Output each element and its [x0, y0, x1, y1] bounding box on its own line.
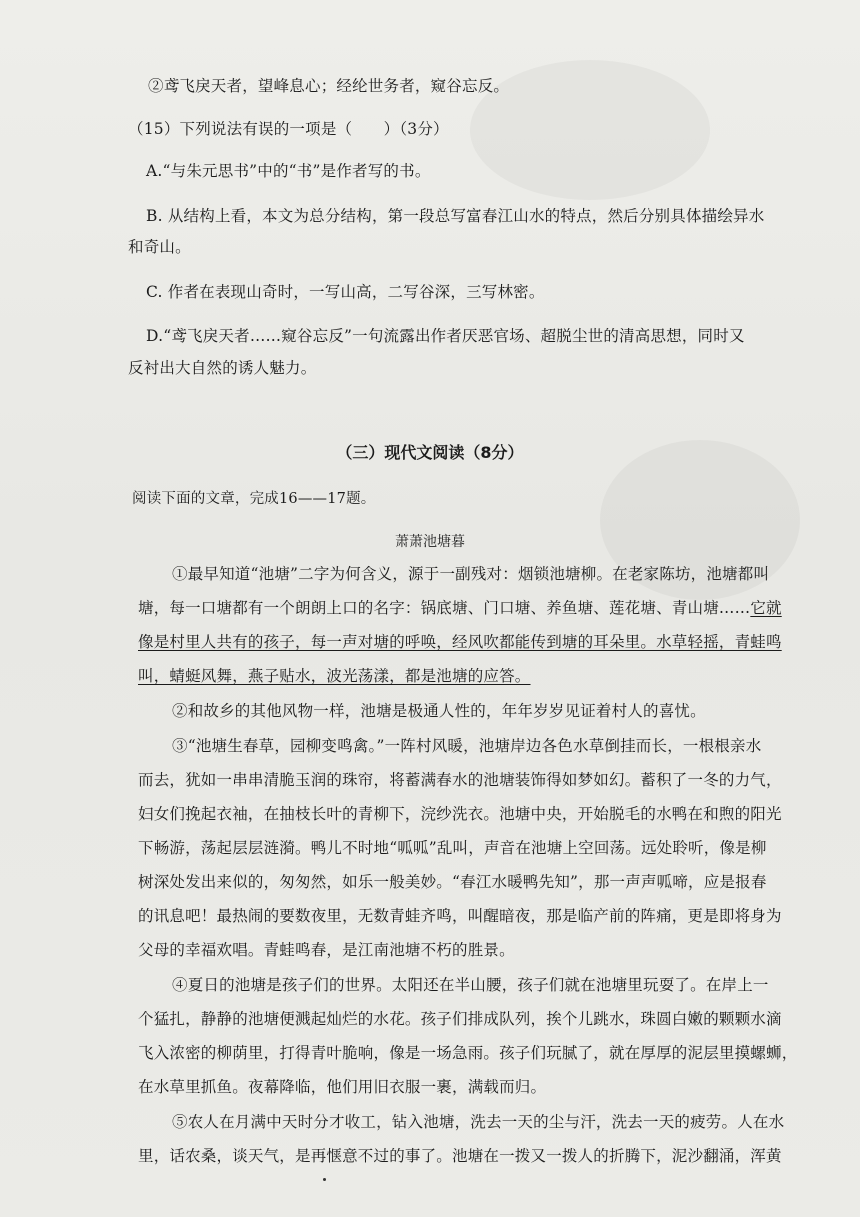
paragraph-5-line-2: 里，话农桑，谈天气，是再惬意不过的事了。池塘在一拨又一拨人的折腾下，泥沙翻涌，浑黄 — [138, 1147, 782, 1165]
paragraph-1-line-1: ①最早知道“池塘”二字为何含义，源于一副残对：烟锁池塘柳。在老家陈坊，池塘都叫 — [172, 565, 770, 583]
paragraph-2: ②和故乡的其他风物一样，池塘是极通人性的，年年岁岁见证着村人的喜忧。 — [172, 702, 706, 720]
paragraph-1-line-3: 像是村里人共有的孩子，每一声对塘的呼唤，经风吹都能传到塘的耳朵里。水草轻摇，青蛙鸣 — [138, 633, 782, 651]
paragraph-3-line-2: 而去，犹如一串串清脆玉润的珠帘，将蓄满春水的池塘装饰得如梦如幻。蓄积了一冬的力气， — [138, 771, 782, 789]
paragraph-3-line-7: 父母的幸福欢唱。青蛙鸣春，是江南池塘不朽的胜景。 — [138, 941, 515, 959]
q15-option-d-line2: 反衬出大自然的诱人魅力。 — [128, 359, 317, 377]
paragraph-4-line-4: 在水草里抓鱼。夜幕降临，他们用旧衣服一裹，满载而归。 — [138, 1078, 547, 1096]
paragraph-3-line-5: 树深处发出来似的，匆匆然，如乐一般美妙。“春江水暖鸭先知”，那一声声呱啼，应是报春 — [138, 873, 767, 891]
paragraph-3-line-4: 下畅游，荡起层层涟漪。鸭儿不时地“呱呱”乱叫，声音在池塘上空回荡。远处聆听，像是柳 — [138, 839, 767, 857]
q15-option-b-line2: 和奇山。 — [128, 238, 191, 256]
paragraph-3-line-6: 的讯息吧！最热闹的要数夜里，无数青蛙齐鸣，叫醒暗夜，那是临产前的阵痛，更是即将身为 — [138, 907, 782, 925]
q15-option-d-line1: D.“鸢飞戾天者……窥谷忘反”一句流露出作者厌恶官场、超脱尘世的清高思想，同时又 — [146, 327, 745, 345]
paragraph-4-line-3: 飞入浓密的柳荫里，打得青叶脆响，像是一场急雨。孩子们玩腻了，就在厚厚的泥层里摸螺蛳， — [138, 1044, 798, 1062]
section-heading: （三）现代文阅读（8分） — [336, 443, 524, 462]
q14-item-2: ②鸢飞戾天者，望峰息心；经纶世务者，窥谷忘反。 — [148, 77, 510, 95]
paragraph-3-line-3: 妇女们挽起衣袖，在抽枝长叶的青柳下，浣纱洗衣。池塘中央，开始脱毛的水鸭在和煦的阳光 — [138, 805, 782, 823]
underlined-text: 它就 — [750, 599, 782, 617]
paragraph-1-line-4: 叫，蜻蜓风舞，燕子贴水，波光荡漾，都是池塘的应答。 — [138, 667, 531, 685]
paragraph-1-line-2-text: 塘，每一口塘都有一个朗朗上口的名字：锅底塘、门口塘、养鱼塘、莲花塘、青山塘…… — [138, 599, 751, 617]
reading-instruction: 阅读下面的文章，完成16——17题。 — [132, 491, 376, 507]
paragraph-3-line-1: ③“池塘生春草，园柳变鸣禽。”一阵村风暖，池塘岸边各色水草倒挂而长，一根根亲水 — [172, 737, 762, 755]
q15-option-c: C. 作者在表现山奇时，一写山高，二写谷深，三写林密。 — [146, 283, 545, 301]
paragraph-4-line-1: ④夏日的池塘是孩子们的世界。太阳还在半山腰，孩子们就在池塘里玩耍了。在岸上一 — [172, 976, 769, 994]
q15-option-a: A.“与朱元思书”中的“书”是作者写的书。 — [146, 162, 431, 180]
q15-stem: （15）下列说法有误的一项是（ ）（3分） — [128, 120, 449, 138]
scan-dot — [323, 1178, 326, 1181]
paragraph-5-line-1: ⑤农人在月满中天时分才收工，钻入池塘，洗去一天的尘与汗，洗去一天的疲劳。人在水 — [172, 1113, 785, 1131]
paragraph-1-line-2 — [138, 596, 782, 618]
paragraph-4-line-2: 个猛扎，静静的池塘便溅起灿烂的水花。孩子们排成队列，挨个儿跳水，珠圆白嫩的颗颗水滴 — [138, 1010, 782, 1028]
q15-option-b-line1: B. 从结构上看，本文为总分结构，第一段总写富春江山水的特点，然后分别具体描绘异水 — [146, 207, 765, 225]
article-title: 萧萧池塘暮 — [395, 534, 465, 550]
